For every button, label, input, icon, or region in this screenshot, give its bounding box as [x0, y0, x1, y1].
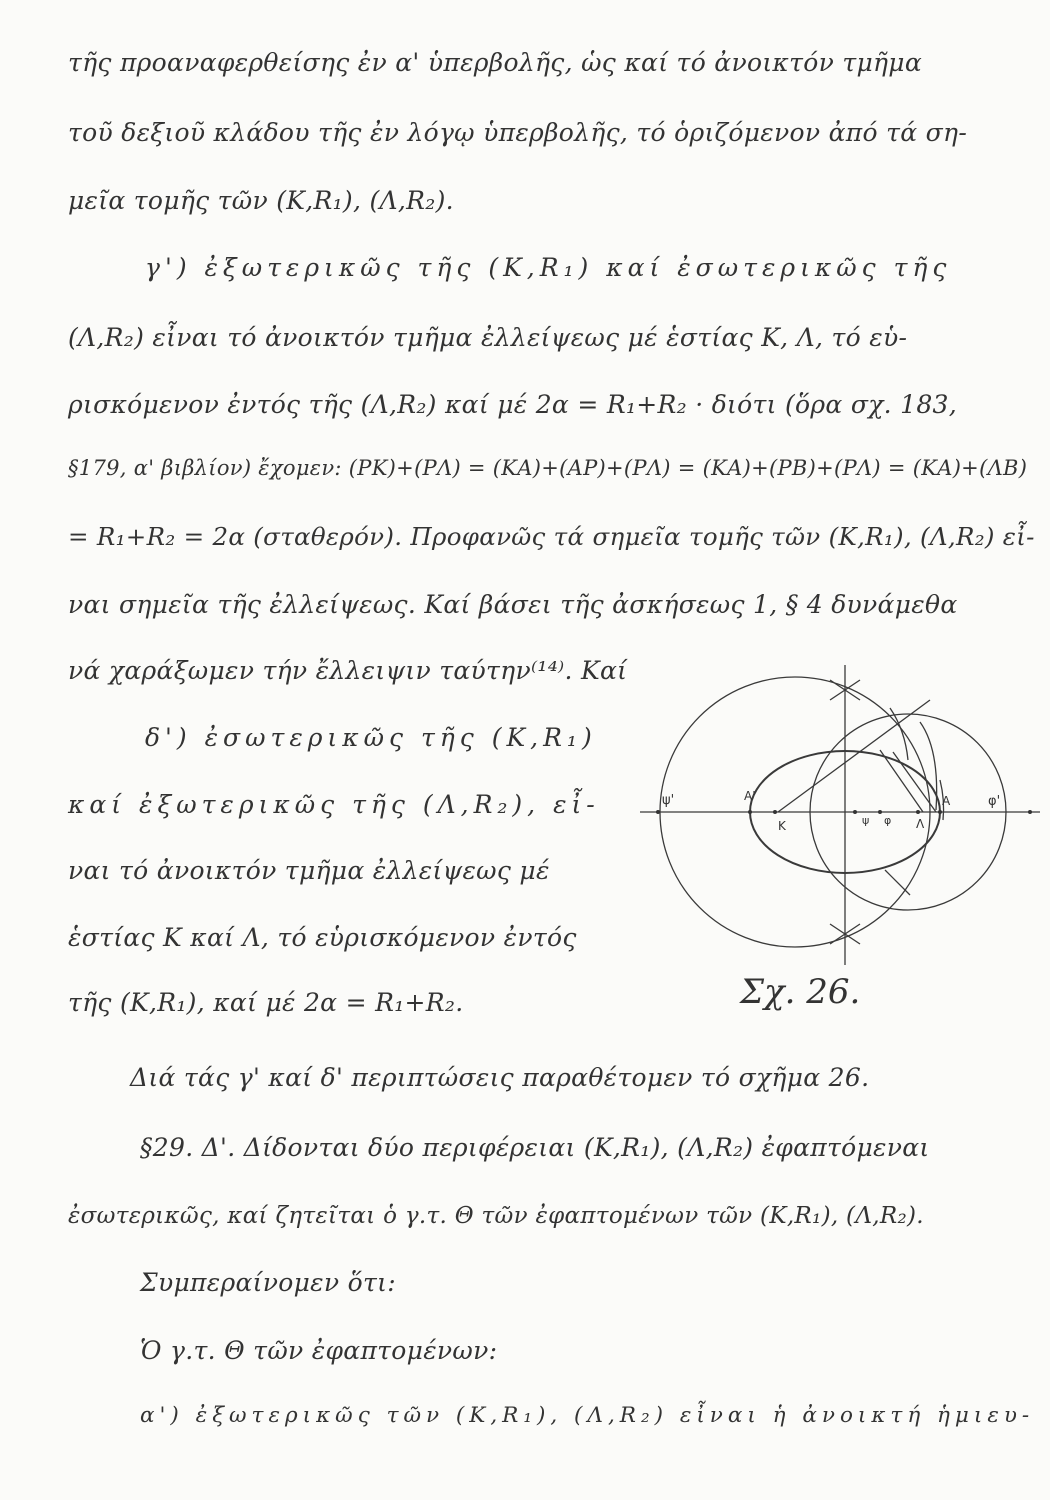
label-a-prime: Α' — [744, 789, 756, 803]
text-line-6: ρισκόμενον ἐντός τῆς (Λ,R₂) καί μέ 2α = R₁+R₂ · διότι (ὅρα σχ. 183, — [68, 390, 957, 419]
text-line-2: τοῦ δεξιοῦ κλάδου τῆς ἐν λόγῳ ὑπερβολῆς, τό ὁριζόμενον ἀπό τά ση- — [68, 118, 968, 147]
figure-26 — [640, 660, 1040, 980]
text-line-11: δ') ἐσωτερικῶς τῆς (Κ,R₁) — [145, 723, 597, 752]
construction-line-2 — [880, 750, 923, 812]
label-lambda: Λ — [916, 817, 925, 831]
label-phi: φ — [884, 814, 892, 827]
text-line-12: καί ἐξωτερικῶς τῆς (Λ,R₂), εἶ- — [68, 790, 600, 819]
figure-caption: Σχ. 26. — [740, 972, 861, 1012]
text-line-13: ναι τό ἀνοικτόν τμῆμα ἐλλείψεως μέ — [68, 856, 550, 885]
text-line-21: α') ἐξωτερικῶς τῶν (Κ,R₁), (Λ,R₂) εἶναι ἡ ἀνοικτή ἡμιευ- — [140, 1403, 1035, 1428]
text-line-10: νά χαράξωμεν τήν ἔλλειψιν ταύτην⁽¹⁴⁾. Καί — [68, 656, 628, 685]
text-line-17: §29. Δ'. Δίδονται δύο περιφέρειαι (Κ,R₁), (Λ,R₂) ἐφαπτόμεναι — [140, 1133, 930, 1162]
text-line-8: = R₁+R₂ = 2α (σταθερόν). Προφανῶς τά σημεῖα τομῆς τῶν (Κ,R₁), (Λ,R₂) εἶ- — [68, 522, 1035, 551]
label-phi-prime: φ' — [988, 794, 1001, 809]
text-line-3: μεῖα τομῆς τῶν (Κ,R₁), (Λ,R₂). — [68, 186, 454, 215]
label-psi-prime: ψ' — [662, 793, 675, 808]
text-line-5: (Λ,R₂) εἶναι τό ἀνοικτόν τμῆμα ἐλλείψεως μέ ἑστίας Κ, Λ, τό εὑ- — [68, 323, 908, 352]
text-line-1: τῆς προαναφερθείσης ἐν α' ὑπερβολῆς, ὡς καί τό ἀνοικτόν τμῆμα — [68, 48, 923, 77]
text-line-16: Διά τάς γ' καί δ' περιπτώσεις παραθέτομεν τό σχῆμα 26. — [130, 1063, 870, 1092]
text-line-18: ἐσωτερικῶς, καί ζητεῖται ὁ γ.τ. Θ τῶν ἐφαπτομένων τῶν (Κ,R₁), (Λ,R₂). — [68, 1203, 924, 1229]
text-line-14: ἑστίας Κ καί Λ, τό εὑρισκόμενον ἐντός — [68, 923, 577, 952]
label-a: Α — [942, 794, 951, 808]
text-line-7: §179, α' βιβλίον) ἔχομεν: (ΡΚ)+(ΡΛ) = (ΚΑ)+(ΑΡ)+(ΡΛ) = (ΚΑ)+(ΡΒ)+(ΡΛ) = (ΚΑ)+(ΛΒ) — [68, 456, 1028, 480]
text-line-9: ναι σημεῖα τῆς ἐλλείψεως. Καί βάσει τῆς ἀσκήσεως 1, § 4 δυνάμεθα — [68, 590, 958, 619]
ellipse-construction-diagram — [640, 660, 1040, 980]
label-psi: ψ — [862, 814, 870, 827]
text-line-20: Ὁ γ.τ. Θ τῶν ἐφαπτομένων: — [140, 1336, 498, 1365]
text-line-4: γ') ἐξωτερικῶς τῆς (Κ,R₁) καί ἐσωτερικῶς τῆς — [145, 253, 952, 282]
text-line-19: Συμπεραίνομεν ὅτι: — [140, 1268, 396, 1297]
text-line-15: τῆς (Κ,R₁), καί μέ 2α = R₁+R₂. — [68, 988, 464, 1017]
label-k: Κ — [778, 819, 786, 833]
